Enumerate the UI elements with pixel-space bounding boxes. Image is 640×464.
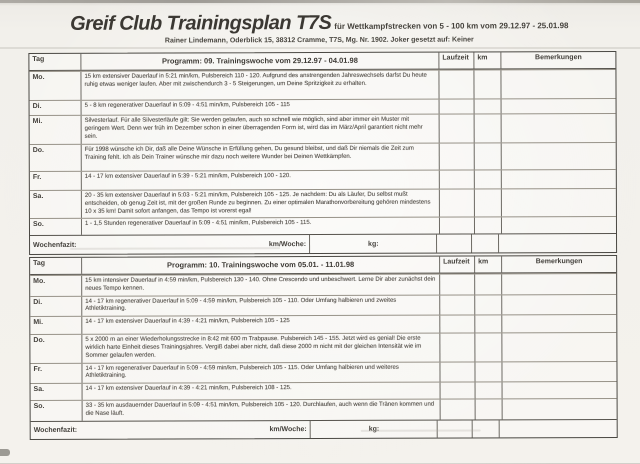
col-header-km: km bbox=[475, 256, 502, 272]
remarks-cell bbox=[502, 99, 616, 113]
table-header-row bbox=[29, 52, 615, 71]
table-row-thursday bbox=[30, 332, 616, 362]
remarks-cell bbox=[502, 114, 616, 142]
table-row-thursday bbox=[30, 142, 616, 171]
remarks-cell bbox=[502, 333, 616, 361]
day-cell: Di. bbox=[30, 296, 82, 316]
day-cell: Fr. bbox=[30, 172, 82, 190]
laufzeit-cell bbox=[441, 400, 476, 420]
table-row-friday bbox=[30, 361, 616, 384]
laufzeit-cell bbox=[440, 218, 475, 234]
km-cell bbox=[475, 295, 502, 315]
day-cell: Sa. bbox=[30, 191, 82, 219]
col-header-laufzeit: Laufzeit bbox=[440, 256, 475, 272]
remarks-cell bbox=[502, 170, 616, 188]
km-cell bbox=[475, 189, 502, 216]
remarks-cell bbox=[502, 362, 616, 382]
table-row-tuesday bbox=[30, 294, 616, 317]
workout-text: 14 - 17 km extensiver Dauerlauf in 5:39 - 5:21 min/km, Pulsbereich 100 - 120. bbox=[82, 171, 440, 190]
workout-text: 15 km intensiver Dauerlauf in 4:59 min/km, Pulsbereich 130 - 140. Ohne Crescendo und unbeschwert. Lerne Dir aber zunächst dein neues Tempo kennen. bbox=[82, 275, 440, 296]
km-per-week-label: km/Woche: bbox=[268, 240, 307, 249]
title-line bbox=[0, 11, 639, 36]
remarks-cell bbox=[502, 189, 616, 217]
laufzeit-cell bbox=[439, 70, 474, 98]
table-row-sunday bbox=[31, 398, 617, 421]
km-cell bbox=[472, 235, 499, 253]
km-cell bbox=[476, 400, 503, 420]
remarks-cell bbox=[502, 274, 616, 294]
remarks-cell bbox=[502, 315, 616, 332]
day-cell: So. bbox=[31, 401, 83, 421]
km-cell bbox=[475, 114, 502, 142]
laufzeit-cell bbox=[440, 295, 475, 315]
km-cell bbox=[475, 334, 502, 361]
scan-smudge bbox=[361, 429, 481, 431]
table-header-row bbox=[30, 256, 616, 275]
day-cell: Do. bbox=[30, 145, 82, 171]
km-cell bbox=[475, 143, 502, 169]
day-cell: Mo. bbox=[30, 276, 82, 296]
table-row-tuesday bbox=[30, 98, 616, 115]
workout-text: 1 - 1,5 Stunden regenerativer Dauerlauf in 5:09 - 4:51 min/km, Pulsbereich 105 - 115. bbox=[82, 218, 440, 235]
km-cell bbox=[476, 383, 503, 399]
kg-label: kg: bbox=[368, 240, 379, 248]
workout-text: 15 km extensiver Dauerlauf in 5:21 min/km, Pulsbereich 110 - 120. Aufgrund des anstrengenden Jahreswechsels darfst Du heute ruhig etwas weniger laufen. Aber mit zwischendurch 3 - 5 Steigerungen, um Deine Spritzigkeit zu erhalten. bbox=[81, 71, 439, 100]
laufzeit-cell bbox=[440, 143, 475, 169]
summary-cell bbox=[30, 235, 310, 254]
remarks-cell bbox=[503, 399, 617, 419]
kg-label: kg: bbox=[368, 425, 380, 433]
km-cell bbox=[475, 218, 502, 234]
km-per-week-label: km/Woche: bbox=[269, 425, 307, 433]
table-row-friday bbox=[30, 169, 616, 190]
table-row-monday bbox=[30, 273, 616, 296]
address-line: Rainer Lindemann, Oderblick 15, 38312 Cramme, T7S, Mg. Nr. 1902. Joker gesetzt auf: Keiner bbox=[164, 36, 474, 45]
workout-text: Silvesterlauf. Für alle Silvesterläufe gilt: Sie werden gelaufen, auch so schnell wie möglich, sind aber immer ein Muster mit geringem Wert. Denn wer früh im Dezember schon in einer überragenden Form ist, wird das im März/April garantiert nicht mehr sein. bbox=[82, 115, 440, 144]
laufzeit-cell bbox=[440, 99, 475, 113]
weight-cell bbox=[310, 235, 437, 253]
workout-text: 14 - 17 km regenerativer Dauerlauf in 5:09 - 4:59 min/km, Pulsbereich 105 - 115. Oder Umfang halbieren und weiteres Athletiktraining. bbox=[82, 362, 440, 383]
laufzeit-cell bbox=[437, 235, 472, 253]
workout-text: 5 x 2000 m an einer Wiederholungsstrecke in 8:42 mit 600 m Trabpause. Pulsbereich 145 - 155. Jetzt wird es genial! Die erste wirklich harte Einheit dieses Trainingsjahres. Vergiß dabei aber nicht, daß diese 2000 m nicht mit der gleichen Intensität wie im Sommer gelaufen werden. bbox=[82, 334, 440, 363]
day-cell: Mi. bbox=[30, 116, 82, 144]
summary-cell bbox=[31, 421, 311, 439]
workout-text: 14 - 17 km regenerativer Dauerlauf in 5:09 - 4:59 min/km, Pulsbereich 105 - 110. Oder Umfang halbieren und zweites Athletiktraining. bbox=[82, 295, 440, 316]
col-header-km: km bbox=[474, 52, 501, 68]
col-header-laufzeit: Laufzeit bbox=[439, 52, 474, 68]
laufzeit-cell bbox=[440, 170, 475, 188]
remarks-cell bbox=[502, 217, 616, 233]
day-cell: Mi. bbox=[30, 317, 82, 334]
table-row-sunday bbox=[30, 216, 616, 235]
document-title-suffix: für Wettkampfstrecken von 5 - 100 km vom 29.12.97 - 25.01.98 bbox=[334, 21, 569, 31]
remarks-cell bbox=[502, 143, 616, 169]
table-row-saturday bbox=[31, 381, 617, 400]
day-cell: Mo. bbox=[29, 72, 81, 100]
day-cell: Sa. bbox=[31, 384, 83, 400]
col-header-day: Tag bbox=[30, 258, 82, 274]
table-row-monday bbox=[29, 69, 615, 100]
day-cell: Fr. bbox=[30, 363, 82, 383]
km-cell bbox=[475, 316, 502, 333]
day-cell: So. bbox=[30, 219, 82, 235]
week-summary-row bbox=[31, 419, 617, 439]
laufzeit-cell bbox=[440, 362, 475, 382]
document-header bbox=[0, 11, 639, 46]
km-cell bbox=[475, 99, 502, 113]
remarks-cell bbox=[503, 382, 617, 398]
col-header-remarks: Bemerkungen bbox=[535, 258, 583, 266]
km-cell bbox=[475, 170, 502, 188]
table-row-wednesday bbox=[30, 113, 616, 144]
km-cell bbox=[475, 274, 502, 294]
table-row-saturday bbox=[30, 188, 616, 218]
workout-text: 14 - 17 km extensiver Dauerlauf in 4:39 - 4:21 min/km, Pulsbereich 108 - 125. bbox=[83, 383, 441, 400]
table-row-wednesday bbox=[30, 314, 616, 334]
col-header-day: Tag bbox=[29, 54, 81, 70]
remarks-cell bbox=[501, 70, 615, 98]
day-cell: Di. bbox=[30, 101, 82, 115]
wochenfazit-label: Wochenfazit: bbox=[33, 426, 78, 434]
laufzeit-cell bbox=[441, 383, 476, 399]
day-cell: Do. bbox=[30, 335, 82, 363]
laufzeit-cell bbox=[440, 189, 475, 217]
workout-text: 14 - 17 km extensiver Dauerlauf in 4:39 - 4:21 min/km, Pulsbereich 105 - 125 bbox=[82, 316, 440, 334]
col-header-remarks: Bemerkungen bbox=[535, 54, 582, 62]
laufzeit-cell bbox=[440, 316, 475, 333]
laufzeit-cell bbox=[440, 274, 475, 294]
training-table-week-10 bbox=[29, 255, 618, 440]
remarks-cell bbox=[499, 234, 613, 252]
workout-text: 20 - 35 km extensiver Dauerlauf in 5:03 - 5:21 min/km, Pulsbereich 105 - 125. Je nachdem: Du als Läufer, Du selbst mußt entscheiden, ob genug Zeit ist, mit der großen Runde zu beginnen. Zu einer optimalen Marathonvorbereitung gehören mindestens 10 x 35 km! Damit sofort anfangen, das Tempo ist vorerst egal! bbox=[82, 190, 440, 219]
week-summary-row bbox=[30, 233, 616, 254]
document-title: Greif Club Trainingsplan T7S bbox=[70, 11, 332, 35]
wochenfazit-label: Wochenfazit: bbox=[33, 241, 77, 249]
km-cell bbox=[475, 362, 502, 382]
remarks-cell bbox=[500, 420, 614, 437]
remarks-cell bbox=[502, 295, 616, 315]
km-cell bbox=[474, 70, 501, 98]
training-table-week-09 bbox=[28, 51, 617, 255]
workout-text: 5 - 8 km regenerativer Dauerlauf in 5:09 - 4:51 min/km, Pulsbereich 105 - 115 bbox=[82, 100, 440, 115]
program-title: Programm: 10. Trainingswoche vom 05.01. - 11.01.98 bbox=[82, 257, 440, 274]
laufzeit-cell bbox=[440, 334, 475, 362]
laufzeit-cell bbox=[440, 114, 475, 142]
workout-text: 33 - 35 km ausdauernder Dauerlauf in 5:09 - 4:51 min/km, Pulsbereich 105 - 120. Durchlaufen, auch wenn die Tränen kommen und die Nase läuft. bbox=[83, 400, 441, 421]
program-title: Programm: 09. Trainingswoche vom 29.12.97 - 04.01.98 bbox=[81, 53, 439, 70]
workout-text: Für 1998 wünsche ich Dir, daß alle Deine Wünsche in Erfüllung gehen, Du gesund bleibst, und daß Dir niemals die Zeit zum Training fehlt. Ich als Dein Trainer wünsche mir dazu noch weitere Wunder bei Deinen Wettkämpfen. bbox=[82, 144, 440, 171]
